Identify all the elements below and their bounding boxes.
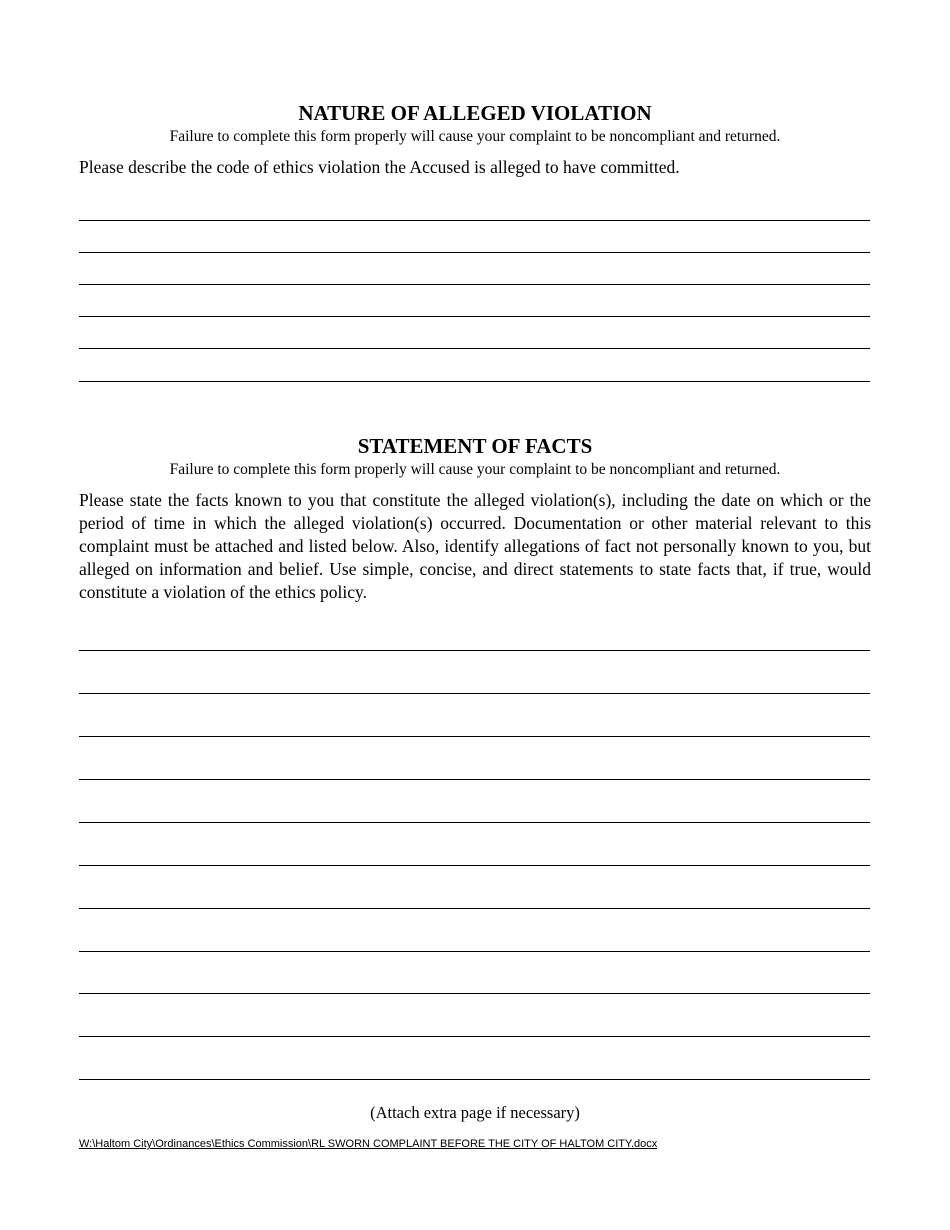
statement-of-facts-prompt: Please state the facts known to you that constitute the alleged violation(s), including the date on which or the period of time in which the alleged violation(s) occurred. Documentation or other material relevant to this complaint must be attached and listed below. Also, identify allegations of fact not personally known to you, but alleged on information and belief. Use simple, concise, and direct statements to state facts that, if true, would constitute a violation of the ethics policy. <box>79 490 871 602</box>
nature-of-violation-heading: NATURE OF ALLEGED VIOLATION <box>298 101 652 125</box>
answer-line[interactable] <box>79 348 870 349</box>
answer-line[interactable] <box>79 779 870 780</box>
answer-line[interactable] <box>79 381 870 382</box>
answer-line[interactable] <box>79 693 870 694</box>
footer-file-path: W:\Haltom City\Ordinances\Ethics Commission\RL SWORN COMPLAINT BEFORE THE CITY OF HALTOM CITY.docx <box>79 1138 658 1150</box>
answer-line[interactable] <box>79 908 870 909</box>
answer-line[interactable] <box>79 736 870 737</box>
answer-line[interactable] <box>79 220 870 221</box>
answer-line[interactable] <box>79 284 870 285</box>
attach-extra-page-note: (Attach extra page if necessary) <box>370 1103 580 1122</box>
answer-line[interactable] <box>79 252 870 253</box>
answer-line[interactable] <box>79 822 870 823</box>
statement-of-facts-notice: Failure to complete this form properly will cause your complaint to be noncompliant and returned. <box>169 461 781 478</box>
answer-line[interactable] <box>79 865 870 866</box>
answer-line[interactable] <box>79 1079 870 1080</box>
nature-of-violation-prompt: Please describe the code of ethics violation the Accused is alleged to have committed. <box>79 157 680 177</box>
answer-line[interactable] <box>79 993 870 994</box>
statement-of-facts-heading: STATEMENT OF FACTS <box>357 434 593 458</box>
answer-line[interactable] <box>79 1036 870 1037</box>
answer-line[interactable] <box>79 650 870 651</box>
nature-of-violation-notice: Failure to complete this form properly will cause your complaint to be noncompliant and returned. <box>169 128 781 145</box>
answer-line[interactable] <box>79 316 870 317</box>
answer-line[interactable] <box>79 951 870 952</box>
